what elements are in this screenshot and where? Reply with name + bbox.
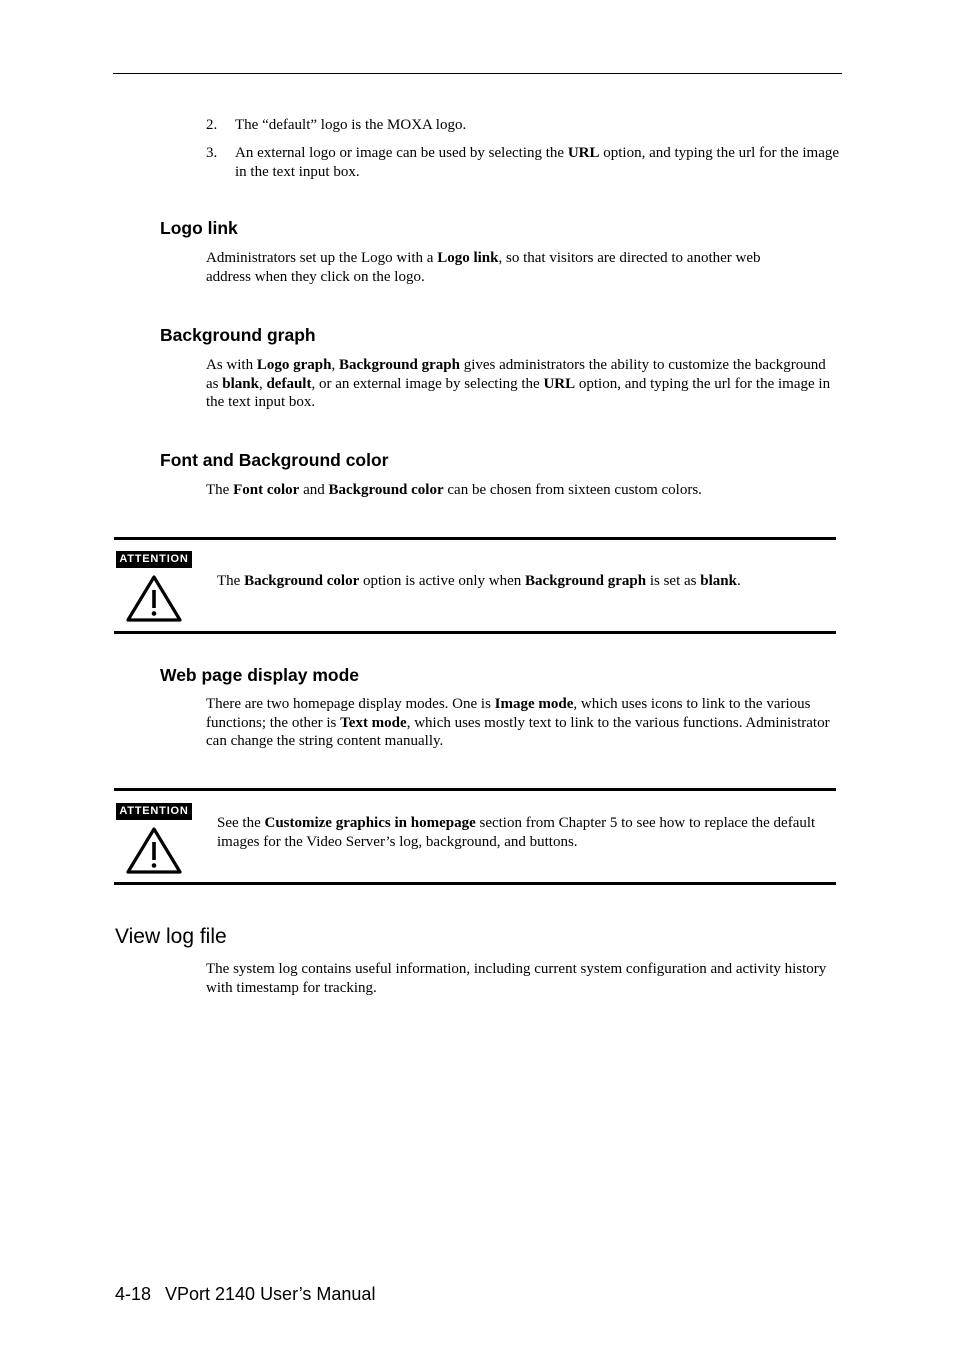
bold-term: Customize graphics in homepage	[264, 815, 476, 831]
section-body-font-bg-color: The Font color and Background color can be chosen from sixteen custom colors.	[206, 482, 702, 498]
attention-badge: ATTENTION	[116, 551, 192, 568]
section-body-view-log: The system log contains useful information, including current system configuration and activity history with timestamp for tracking.	[206, 961, 827, 996]
bold-term: Background color	[244, 573, 360, 589]
section-body-background-graph: As with Logo graph, Background graph gives administrators the ability to customize the background as blank, default, or an external image by selecting the URL option, and typing the url for the image in the text input box.	[206, 357, 831, 410]
header-rule	[113, 73, 842, 74]
attention-badge: ATTENTION	[116, 803, 192, 820]
bold-term: Background color	[328, 482, 444, 498]
section-heading-view-log: View log file	[115, 925, 227, 948]
attention-text: See the Customize graphics in homepage section from Chapter 5 to see how to replace the default images for the Video Server’s log, background, and buttons.	[217, 815, 816, 850]
section-heading-logo-link: Logo link	[160, 218, 238, 238]
section-heading-web-page-display: Web page display mode	[160, 665, 360, 685]
list-item-text: An external logo or image can be used by selecting the URL option, and typing the url for the image in the text input box.	[235, 145, 840, 180]
attention-text: The Background color option is active only when Background graph is set as blank.	[217, 573, 741, 589]
list-item-number: 2.	[206, 117, 218, 133]
bold-term: URL	[567, 145, 600, 161]
manual-title: VPort 2140 User’s Manual	[165, 1284, 376, 1304]
bold-term: Font color	[233, 482, 300, 498]
attention-bottom-rule	[114, 631, 836, 634]
bold-term: blank	[700, 573, 737, 589]
bold-term: Text mode	[340, 714, 407, 731]
bold-term: URL	[543, 375, 576, 392]
bold-term: blank	[222, 375, 259, 392]
bold-term: Image mode	[494, 696, 574, 712]
warning-triangle-icon	[124, 573, 184, 625]
bold-term: Background graph	[338, 357, 460, 373]
bold-term: default	[266, 375, 312, 392]
list-item-number: 3.	[206, 145, 218, 161]
bold-term: Logo link	[437, 250, 499, 266]
section-body-logo-link: Administrators set up the Logo with a Logo link, so that visitors are directed to another web address when they click on the logo.	[206, 250, 761, 285]
attention-top-rule	[114, 537, 836, 540]
page-number: 4-18	[115, 1284, 152, 1304]
section-body-web-page-display: There are two homepage display modes. One is Image mode, which uses icons to link to the various functions; the other is Text mode, which uses mostly text to link to the various functions. Administrator can change the string content manually.	[206, 696, 830, 749]
list-item-text: The “default” logo is the MOXA logo.	[235, 117, 467, 133]
section-heading-font-bg-color: Font and Background color	[160, 450, 389, 470]
section-heading-background-graph: Background graph	[160, 325, 316, 345]
bold-term: Logo graph	[256, 357, 332, 373]
attention-bottom-rule	[114, 882, 836, 885]
attention-top-rule	[114, 788, 836, 791]
bold-term: Background graph	[525, 573, 647, 589]
warning-triangle-icon	[124, 825, 184, 877]
